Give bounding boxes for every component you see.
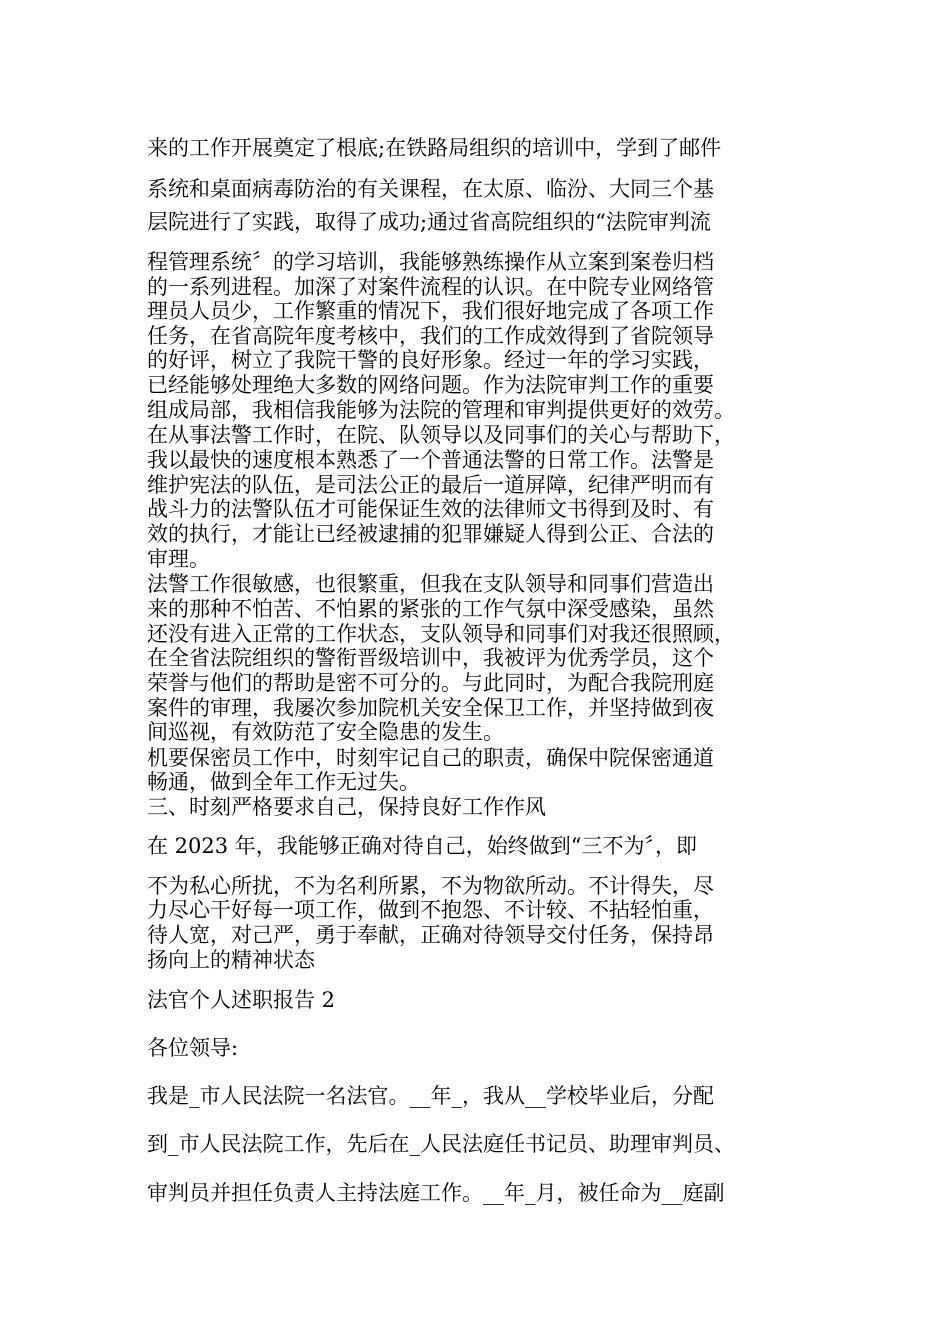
text-line: 任务，在省高院年度考核中，我们的工作成效得到了省院领导 [147, 324, 714, 348]
section-heading: 三、时刻严格要求自己，保持良好工作作风 [147, 795, 546, 819]
text-line: 理员人员少，工作繁重的情况下，我们很好地完成了各项工作 [147, 299, 714, 323]
text-line: 组成局部，我相信我能够为法院的管理和审判提供更好的效劳。 [147, 398, 735, 422]
text-line: 的好评，树立了我院干警的良好形象。经过一年的学习实践， [147, 348, 714, 372]
text-line: 案件的审理，我屡次参加院机关安全保卫工作，并坚持做到夜 [147, 696, 714, 720]
text-line: 待人宽，对己严，勇于奉献，正确对待领导交付任务，保持昂 [147, 923, 714, 947]
text-line: 间巡视，有效防范了安全隐患的发生。 [147, 720, 504, 744]
salutation: 各位领导: [147, 1036, 239, 1060]
text-line: 程管理系统〞的学习培训，我能够熟练操作从立案到案卷归档 [147, 250, 714, 274]
text-line: 审理。 [147, 547, 210, 571]
text-line: 系统和桌面病毒防治的有关课程，在太原、临汾、大同三个基 [147, 177, 714, 201]
text-line: 来的那种不怕苦、不怕累的紧张的工作气氛中深受感染，虽然 [147, 597, 714, 621]
text-line: 在 2023 年，我能够正确对待自己，始终做到“三不为〞，即 [147, 834, 698, 858]
text-line: 效的执行，才能让已经被逮捕的犯罪嫌疑人得到公正、合法的 [147, 522, 714, 546]
text-line: 维护宪法的队伍，是司法公正的最后一道屏障，纪律严明而有 [147, 473, 714, 497]
text-line: 荣誉与他们的帮助是密不可分的。与此同时，为配合我院刑庭 [147, 671, 714, 695]
text-line: 还没有进入正常的工作状态，支队领导和同事们对我还很照顾， [147, 622, 735, 646]
text-line: 已经能够处理绝大多数的网络问题。作为法院审判工作的重要 [147, 373, 714, 397]
text-line: 来的工作开展奠定了根底;在铁路局组织的培训中，学到了邮件 [147, 136, 722, 160]
text-line: 在全省法院组织的警衔晋级培训中，我被评为优秀学员，这个 [147, 646, 714, 670]
text-line: 到_市人民法院工作，先后在_人民法庭任书记员、助理审判员、 [147, 1132, 735, 1156]
text-line: 法警工作很敏感，也很繁重，但我在支队领导和同事们营造出 [147, 572, 714, 596]
text-line: 力尽心干好每一项工作，做到不抱怨、不计较、不拈轻怕重， [147, 898, 714, 922]
text-line: 不为私心所扰，不为名利所累，不为物欲所动。不计得失，尽 [147, 874, 714, 898]
text-line: 在从事法警工作时，在院、队领导以及同事们的关心与帮助下， [147, 423, 735, 447]
text-line: 战斗力的法警队伍才可能保证生效的法律师文书得到及时、有 [147, 497, 714, 521]
report-title: 法官个人述职报告 2 [147, 988, 336, 1012]
text-line: 的一系列进程。加深了对案件流程的认识。在中院专业网络管 [147, 275, 714, 299]
text-line: 扬向上的精神状态 [147, 948, 315, 972]
text-line: 畅通，做到全年工作无过失。 [147, 770, 420, 794]
text-line: 层院进行了实践，取得了成功;通过省高院组织的“法院审判流 [147, 210, 711, 234]
text-line: 机要保密员工作中，时刻牢记自己的职责，确保中院保密通道 [147, 746, 714, 770]
text-line: 我是_市人民法院一名法官。__年_，我从__学校毕业后，分配 [147, 1084, 714, 1108]
text-line: 我以最快的速度根本熟悉了一个普通法警的日常工作。法警是 [147, 448, 714, 472]
text-line: 审判员并担任负责人主持法庭工作。__年_月，被任命为__庭副 [147, 1181, 725, 1205]
